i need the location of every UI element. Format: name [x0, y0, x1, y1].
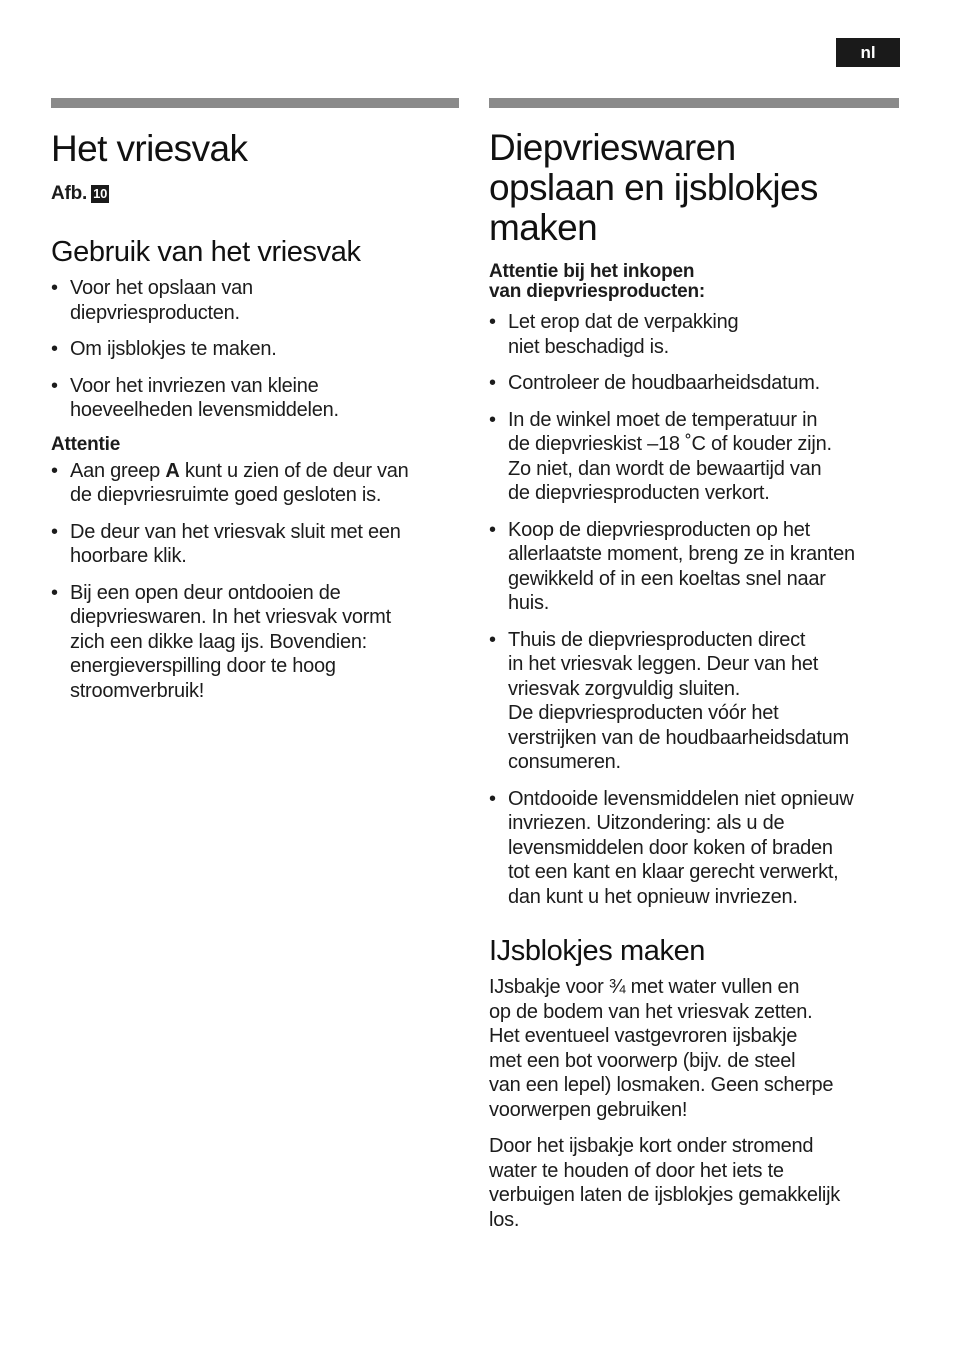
bullet-icon: • [51, 338, 58, 360]
list-item [489, 518, 899, 616]
list-item [489, 310, 899, 359]
bullet-icon: • [51, 581, 58, 604]
bullet-icon: • [489, 311, 496, 333]
list-item-text: Aan greep A kunt u zien of de deur van de diepvriesruimte goed gesloten is. [70, 459, 409, 506]
figure-reference [51, 183, 459, 205]
list-item-text: Bij een open deur ontdooien de diepvrieswaren. In het vriesvak vormt zich een dikke laag ijs. Bovendien: energieverspilling door te hoog stroomverbruik! [70, 581, 391, 702]
list-item-text: Let erop dat de verpakking niet beschadigd is. [508, 311, 739, 358]
section-rule [51, 98, 459, 108]
list-item [489, 408, 899, 506]
list-item [51, 337, 459, 362]
list-item [489, 787, 899, 910]
page-title: Het vriesvak [51, 128, 248, 169]
section-title-ice-cubes: IJsblokjes maken [489, 935, 706, 967]
bullet-icon: • [489, 787, 496, 810]
list-item-text: In de winkel moet de temperatuur in de diepvrieskist –18 ˚C of kouder zijn. Zo niet, dan wordt de bewaartijd van de diepvriesproducten verkort. [508, 408, 832, 504]
bullet-icon: • [489, 408, 496, 431]
section-title-usage: Gebruik van het vriesvak [51, 236, 361, 268]
ice-paragraph: Door het ijsbakje kort onder stromend water te houden of door het iets te verbuigen laten de ijsblokjes gemakkelijk los. [489, 1135, 841, 1231]
section-title-storage: Diepvrieswaren opslaan en ijsblokjes maken [489, 127, 818, 248]
left-column [51, 98, 459, 715]
list-item-text: Voor het invriezen van kleine hoeveelheden levensmiddelen. [70, 374, 339, 421]
list-item [51, 520, 459, 569]
figure-number-badge: 10 [93, 186, 108, 201]
list-item-text: Controleer de houdbaarheidsdatum. [508, 372, 820, 394]
list-item [489, 371, 899, 396]
language-tab: nl [836, 38, 900, 67]
purchase-attention-heading: Attentie bij het inkopen van diepvriesproducten: [489, 261, 706, 302]
list-item [489, 628, 899, 775]
handle-label: A [165, 459, 180, 482]
bullet-icon: • [489, 628, 496, 651]
list-item-text: Thuis de diepvriesproducten direct in het vriesvak leggen. Deur van het vriesvak zorgvuldig sluiten. De diepvriesproducten vóór het verstrijken van de houdbaarheidsdatum consumeren. [508, 628, 849, 773]
section-rule [489, 98, 899, 108]
bullet-icon: • [51, 374, 58, 397]
bullet-icon: • [51, 520, 58, 543]
purchase-list [489, 310, 899, 909]
figure-label: Afb. [51, 183, 88, 204]
list-item-text: De deur van het vriesvak sluit met een hoorbare klik. [70, 520, 401, 567]
list-item [51, 374, 459, 423]
list-item-text: Ontdooide levensmiddelen niet opnieuw invriezen. Uitzondering: als u de levensmiddelen door koken of braden tot een kant en klaar gerecht verwerkt, dan kunt u het opnieuw invriezen. [508, 787, 854, 908]
list-item-text: Om ijsblokjes te maken. [70, 338, 277, 360]
bullet-icon: • [51, 277, 58, 299]
attention-list [51, 459, 459, 704]
attention-heading: Attentie [51, 433, 121, 455]
right-column [489, 98, 899, 1244]
bullet-icon: • [489, 372, 496, 394]
ice-paragraph: IJsbakje voor ¾ met water vullen en op de bodem van het vriesvak zetten. Het eventueel vastgevroren ijsbakje met een bot voorwerp (bijv. de steel van een lepel) losmaken. Geen scherpe voorwerpen gebruiken! [489, 976, 834, 1121]
list-item [51, 581, 459, 704]
list-item-text: Koop de diepvriesproducten op het allerlaatste moment, breng ze in kranten gewikkeld of in een koeltas snel naar huis. [508, 518, 855, 614]
bullet-icon: • [489, 518, 496, 541]
list-item [51, 276, 459, 325]
bullet-icon: • [51, 459, 58, 482]
list-item-text: Voor het opslaan van diepvriesproducten. [70, 277, 253, 324]
list-item [51, 459, 459, 508]
usage-list [51, 276, 459, 423]
